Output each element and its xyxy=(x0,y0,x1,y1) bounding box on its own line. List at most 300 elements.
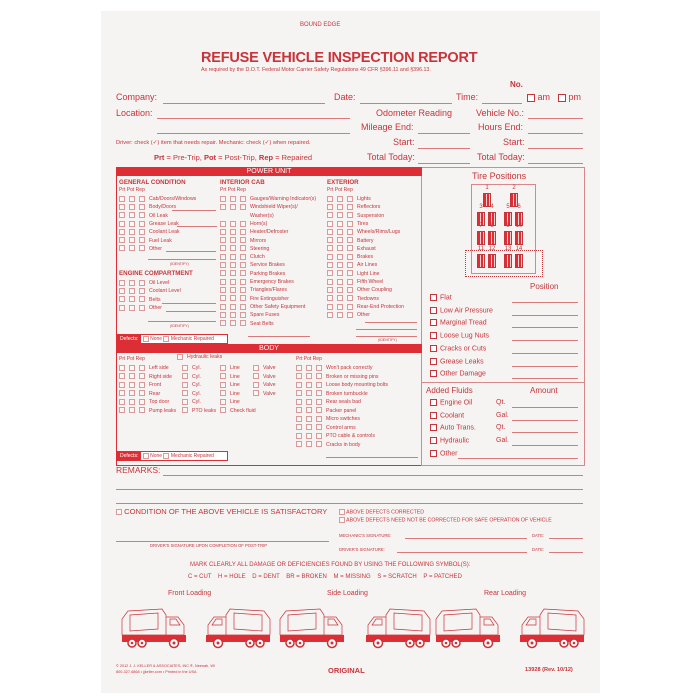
checkbox[interactable] xyxy=(253,382,259,388)
pot-checkbox[interactable] xyxy=(337,245,343,251)
pot-checkbox[interactable] xyxy=(230,270,236,276)
remarks-line-1[interactable] xyxy=(163,475,583,476)
pot-checkbox[interactable] xyxy=(129,288,135,294)
fluid-amount-field[interactable] xyxy=(512,420,578,421)
total-today-field-1[interactable] xyxy=(418,163,470,164)
pot-checkbox[interactable] xyxy=(306,407,312,413)
pot-checkbox[interactable] xyxy=(337,254,343,260)
body-item[interactable]: Pump leaks xyxy=(119,407,176,415)
tire-condition-item[interactable]: Flat xyxy=(430,294,452,301)
rep-checkbox[interactable] xyxy=(347,279,353,285)
tire-position-field[interactable] xyxy=(512,340,578,341)
exterior-item[interactable]: Brakes xyxy=(327,253,373,261)
rep-checkbox[interactable] xyxy=(316,416,322,422)
rep-checkbox[interactable] xyxy=(316,365,322,371)
exterior-item[interactable]: Battery xyxy=(327,237,373,245)
rep-checkbox[interactable] xyxy=(316,399,322,405)
tire-10-icon[interactable] xyxy=(515,231,523,245)
general-condition-item[interactable]: Fuel Leak xyxy=(119,237,172,245)
pot-checkbox[interactable] xyxy=(337,237,343,243)
pot-checkbox[interactable] xyxy=(337,262,343,268)
prt-checkbox[interactable] xyxy=(220,279,226,285)
body-item[interactable]: Front xyxy=(119,381,161,389)
rep-checkbox[interactable] xyxy=(347,212,353,218)
general-other-field-2[interactable] xyxy=(148,259,216,260)
body-item[interactable]: Control arms xyxy=(296,424,356,432)
pot-checkbox[interactable] xyxy=(306,365,312,371)
grease-leak-field[interactable] xyxy=(177,226,217,227)
body-item[interactable]: Left side xyxy=(119,364,169,372)
rep-checkbox[interactable] xyxy=(316,433,322,439)
tire-condition-item[interactable]: Marginal Tread xyxy=(430,319,487,326)
pot-checkbox[interactable] xyxy=(129,399,135,405)
hydraulic-cyl-item[interactable]: Cyl. xyxy=(182,364,201,372)
rep-checkbox[interactable] xyxy=(347,262,353,268)
mileage-end-field[interactable] xyxy=(418,133,470,134)
general-condition-item[interactable]: Oil Leak xyxy=(119,212,168,220)
pot-checkbox[interactable] xyxy=(337,204,343,210)
hydraulic-leaks-item[interactable]: Hydraulic leaks xyxy=(177,353,222,361)
prt-checkbox[interactable] xyxy=(296,424,302,430)
prt-checkbox[interactable] xyxy=(220,245,226,251)
fluid-checkbox[interactable] xyxy=(430,424,437,431)
fluid-item[interactable]: Engine Oil xyxy=(430,399,472,406)
exterior-item[interactable]: Air Lines xyxy=(327,261,377,269)
interior-cab-item[interactable]: Horn(s) xyxy=(220,220,267,228)
tire-position-field[interactable] xyxy=(512,302,578,303)
pot-checkbox[interactable] xyxy=(129,221,135,227)
pot-checkbox[interactable] xyxy=(306,416,312,422)
hydraulic-valve-item[interactable]: Valve xyxy=(253,364,276,372)
pm-checkbox[interactable] xyxy=(558,94,566,102)
time-field[interactable] xyxy=(482,103,522,104)
rep-checkbox[interactable] xyxy=(240,320,246,326)
interior-cab-item[interactable]: Fire Extinguisher xyxy=(220,295,289,303)
tire-condition-checkbox[interactable] xyxy=(430,294,437,301)
hydraulic-valve-item[interactable]: Valve xyxy=(253,373,276,381)
body-item[interactable]: Rear seals bad xyxy=(296,398,361,406)
pot-checkbox[interactable] xyxy=(129,407,135,413)
pot-checkbox[interactable] xyxy=(129,390,135,396)
hydraulic-line-item[interactable]: Line xyxy=(220,364,240,372)
rep-checkbox[interactable] xyxy=(139,382,145,388)
general-condition-item[interactable]: Other xyxy=(119,245,162,253)
prt-checkbox[interactable] xyxy=(296,407,302,413)
rep-checkbox[interactable] xyxy=(139,399,145,405)
pot-checkbox[interactable] xyxy=(306,390,312,396)
tire-position-field[interactable] xyxy=(512,315,578,316)
pot-checkbox[interactable] xyxy=(230,229,236,235)
tire-11-icon[interactable] xyxy=(477,254,485,268)
fluid-amount-field[interactable] xyxy=(512,432,578,433)
tire-condition-item[interactable]: Grease Leaks xyxy=(430,358,484,365)
body-item[interactable]: Rear xyxy=(119,390,160,398)
exterior-item[interactable]: Tires xyxy=(327,220,368,228)
remarks-line-3[interactable] xyxy=(116,503,583,504)
pot-checkbox[interactable] xyxy=(129,373,135,379)
prt-checkbox[interactable] xyxy=(119,407,125,413)
tire-condition-checkbox[interactable] xyxy=(430,307,437,314)
defects-need-not-checkbox[interactable] xyxy=(339,517,345,523)
rep-checkbox[interactable] xyxy=(139,407,145,413)
remarks-line-2[interactable] xyxy=(116,489,583,490)
interior-cab-item[interactable]: Spare Fuses xyxy=(220,311,279,319)
engine-compartment-item[interactable]: Other xyxy=(119,304,162,312)
engine-compartment-item[interactable]: Coolant Level xyxy=(119,287,181,295)
fluid-amount-field[interactable] xyxy=(512,407,578,408)
checkbox[interactable] xyxy=(182,382,188,388)
oil-leak-field[interactable] xyxy=(172,210,216,211)
prt-checkbox[interactable] xyxy=(119,229,125,235)
prt-checkbox[interactable] xyxy=(327,229,333,235)
pot-checkbox[interactable] xyxy=(230,196,236,202)
prt-checkbox[interactable] xyxy=(296,416,302,422)
checkbox[interactable] xyxy=(182,365,188,371)
rep-checkbox[interactable] xyxy=(347,245,353,251)
rep-checkbox[interactable] xyxy=(316,441,322,447)
fluid-item[interactable]: Coolant xyxy=(430,412,464,419)
hydraulic-line-item[interactable]: Line xyxy=(220,373,240,381)
exterior-item[interactable]: Tiedowns xyxy=(327,295,379,303)
defects-none-checkbox[interactable] xyxy=(143,336,149,342)
prt-checkbox[interactable] xyxy=(220,270,226,276)
hydraulic-line-item[interactable]: Line xyxy=(220,398,240,406)
exterior-other-field[interactable] xyxy=(365,322,417,323)
rep-checkbox[interactable] xyxy=(240,196,246,202)
rep-checkbox[interactable] xyxy=(139,229,145,235)
checkbox[interactable] xyxy=(220,373,226,379)
body-item[interactable]: PTO cable & controls xyxy=(296,432,375,440)
pot-checkbox[interactable] xyxy=(129,212,135,218)
defects-corrected-option[interactable]: ABOVE DEFECTS CORRECTED xyxy=(339,509,424,515)
rep-checkbox[interactable] xyxy=(139,296,145,302)
pot-checkbox[interactable] xyxy=(337,287,343,293)
exterior-item[interactable]: Fifth Wheel xyxy=(327,278,383,286)
rep-checkbox[interactable] xyxy=(316,382,322,388)
general-other-field[interactable] xyxy=(166,251,216,252)
rep-checkbox[interactable] xyxy=(240,295,246,301)
prt-checkbox[interactable] xyxy=(119,382,125,388)
pot-checkbox[interactable] xyxy=(230,312,236,318)
rep-checkbox[interactable] xyxy=(139,305,145,311)
pot-checkbox[interactable] xyxy=(230,304,236,310)
prt-checkbox[interactable] xyxy=(119,288,125,294)
prt-checkbox[interactable] xyxy=(119,373,125,379)
rep-checkbox[interactable] xyxy=(316,407,322,413)
body-defects-none-checkbox[interactable] xyxy=(143,453,149,459)
prt-checkbox[interactable] xyxy=(327,270,333,276)
defects-need-not-option[interactable]: ABOVE DEFECTS NEED NOT BE CORRECTED FOR SAFE OPERATION OF VEHICLE xyxy=(339,517,552,523)
pot-checkbox[interactable] xyxy=(230,237,236,243)
prt-checkbox[interactable] xyxy=(220,304,226,310)
tire-12-icon[interactable] xyxy=(488,254,496,268)
location-field[interactable] xyxy=(157,118,350,119)
tire-13-icon[interactable] xyxy=(504,254,512,268)
hydraulic-line-item[interactable]: Check fluid xyxy=(220,407,256,415)
pot-checkbox[interactable] xyxy=(337,212,343,218)
prt-checkbox[interactable] xyxy=(327,295,333,301)
fluid-other-field[interactable] xyxy=(458,458,578,459)
pot-checkbox[interactable] xyxy=(129,280,135,286)
prt-checkbox[interactable] xyxy=(119,390,125,396)
fluid-item[interactable]: Hydraulic xyxy=(430,437,469,444)
pot-checkbox[interactable] xyxy=(129,382,135,388)
prt-checkbox[interactable] xyxy=(327,287,333,293)
interior-cab-item[interactable]: Emergency Brakes xyxy=(220,278,294,286)
interior-cab-item[interactable]: Gauges/Warning Indicator(s) xyxy=(220,195,316,203)
prt-checkbox[interactable] xyxy=(119,204,125,210)
date-field[interactable] xyxy=(360,103,452,104)
general-condition-item[interactable]: Coolant Leak xyxy=(119,228,180,236)
rep-checkbox[interactable] xyxy=(347,237,353,243)
checkbox[interactable] xyxy=(220,390,226,396)
hydraulic-cyl-item[interactable]: PTO leaks xyxy=(182,407,216,415)
driver-post-trip-signature-field[interactable] xyxy=(116,541,329,542)
prt-checkbox[interactable] xyxy=(327,304,333,310)
pot-checkbox[interactable] xyxy=(230,221,236,227)
pot-checkbox[interactable] xyxy=(337,221,343,227)
interior-cab-item[interactable]: Parking Brakes xyxy=(220,270,285,278)
tire-condition-checkbox[interactable] xyxy=(430,319,437,326)
pot-checkbox[interactable] xyxy=(230,279,236,285)
pot-checkbox[interactable] xyxy=(230,287,236,293)
rep-checkbox[interactable] xyxy=(316,424,322,430)
pm-option[interactable]: pm xyxy=(558,92,581,102)
body-item[interactable]: Broken or missing pins xyxy=(296,373,378,381)
pot-checkbox[interactable] xyxy=(129,237,135,243)
pot-checkbox[interactable] xyxy=(337,270,343,276)
defects-repaired-checkbox[interactable] xyxy=(163,336,169,342)
am-checkbox[interactable] xyxy=(527,94,535,102)
rep-checkbox[interactable] xyxy=(347,229,353,235)
pot-checkbox[interactable] xyxy=(230,262,236,268)
prt-checkbox[interactable] xyxy=(119,221,125,227)
pot-checkbox[interactable] xyxy=(129,196,135,202)
fluid-item[interactable]: Auto Trans. xyxy=(430,424,476,431)
body-item[interactable]: Won't pack correctly xyxy=(296,364,372,372)
fluid-checkbox[interactable] xyxy=(430,412,437,419)
defects-corrected-checkbox[interactable] xyxy=(339,509,345,515)
prt-checkbox[interactable] xyxy=(296,399,302,405)
tire-position-field[interactable] xyxy=(512,353,578,354)
exterior-item[interactable]: Lights xyxy=(327,195,371,203)
interior-cab-item[interactable]: Clutch xyxy=(220,253,265,261)
satisfactory-option[interactable]: CONDITION OF THE ABOVE VEHICLE IS SATISFACTORY xyxy=(116,507,327,516)
checkbox[interactable] xyxy=(253,365,259,371)
prt-checkbox[interactable] xyxy=(296,382,302,388)
rep-checkbox[interactable] xyxy=(316,373,322,379)
body-other-field[interactable] xyxy=(326,457,418,458)
rep-checkbox[interactable] xyxy=(240,245,246,251)
tire-condition-checkbox[interactable] xyxy=(430,332,437,339)
prt-checkbox[interactable] xyxy=(220,196,226,202)
prt-checkbox[interactable] xyxy=(327,262,333,268)
rep-checkbox[interactable] xyxy=(240,270,246,276)
pot-checkbox[interactable] xyxy=(129,296,135,302)
pot-checkbox[interactable] xyxy=(337,279,343,285)
tire-condition-item[interactable]: Other Damage xyxy=(430,370,486,377)
interior-cab-item[interactable]: Heater/Defroster xyxy=(220,228,288,236)
pot-checkbox[interactable] xyxy=(306,424,312,430)
am-option[interactable]: am xyxy=(527,92,550,102)
pot-checkbox[interactable] xyxy=(306,441,312,447)
prt-checkbox[interactable] xyxy=(220,287,226,293)
rep-checkbox[interactable] xyxy=(347,254,353,260)
rep-checkbox[interactable] xyxy=(347,270,353,276)
prt-checkbox[interactable] xyxy=(327,212,333,218)
exterior-item[interactable]: Other Coupling xyxy=(327,286,392,294)
hydraulic-cyl-item[interactable]: Cyl. xyxy=(182,381,201,389)
engine-other-field-2[interactable] xyxy=(148,321,216,322)
prt-checkbox[interactable] xyxy=(119,305,125,311)
rep-checkbox[interactable] xyxy=(347,204,353,210)
prt-checkbox[interactable] xyxy=(296,441,302,447)
exterior-other-field-2[interactable] xyxy=(356,329,417,330)
rep-checkbox[interactable] xyxy=(139,280,145,286)
tire-9-icon[interactable] xyxy=(504,231,512,245)
fluid-amount-field[interactable] xyxy=(512,445,578,446)
interior-cab-item[interactable]: Triangles/Flares xyxy=(220,286,287,294)
general-condition-item[interactable]: Grease Leak xyxy=(119,220,179,228)
pot-checkbox[interactable] xyxy=(230,245,236,251)
engine-other-field[interactable] xyxy=(166,311,216,312)
prt-checkbox[interactable] xyxy=(119,196,125,202)
prt-checkbox[interactable] xyxy=(220,320,226,326)
rep-checkbox[interactable] xyxy=(139,204,145,210)
prt-checkbox[interactable] xyxy=(327,254,333,260)
pot-checkbox[interactable] xyxy=(230,254,236,260)
rep-checkbox[interactable] xyxy=(139,212,145,218)
rep-checkbox[interactable] xyxy=(139,196,145,202)
body-item[interactable]: Cracks in body xyxy=(296,441,360,449)
checkbox[interactable] xyxy=(220,399,226,405)
body-item[interactable]: Broken turnbuckle xyxy=(296,390,368,398)
exterior-item[interactable]: Exhaust xyxy=(327,245,376,253)
body-item[interactable]: Micro switches xyxy=(296,415,360,423)
rep-checkbox[interactable] xyxy=(240,204,246,210)
exterior-other-field-3[interactable] xyxy=(356,336,417,337)
vehicle-no-field[interactable] xyxy=(528,118,583,119)
pot-checkbox[interactable] xyxy=(306,382,312,388)
exterior-item[interactable]: Wheels/Rims/Lugs xyxy=(327,228,400,236)
pot-checkbox[interactable] xyxy=(230,295,236,301)
rep-checkbox[interactable] xyxy=(139,245,145,251)
tire-condition-checkbox[interactable] xyxy=(430,370,437,377)
rep-checkbox[interactable] xyxy=(240,237,246,243)
interior-cab-item[interactable]: Service Brakes xyxy=(220,261,285,269)
tire-position-field[interactable] xyxy=(512,327,578,328)
pot-checkbox[interactable] xyxy=(337,229,343,235)
engine-compartment-item[interactable]: Oil Level xyxy=(119,279,169,287)
body-item[interactable]: Top door xyxy=(119,398,169,406)
prt-checkbox[interactable] xyxy=(119,365,125,371)
prt-checkbox[interactable] xyxy=(220,221,226,227)
fluid-checkbox[interactable] xyxy=(430,399,437,406)
prt-checkbox[interactable] xyxy=(119,399,125,405)
location-field-2[interactable] xyxy=(157,133,350,134)
driver-date-field[interactable] xyxy=(549,552,583,553)
prt-checkbox[interactable] xyxy=(119,237,125,243)
exterior-item[interactable]: Rear-End Protection xyxy=(327,303,404,311)
checkbox[interactable] xyxy=(253,390,259,396)
body-item[interactable]: Loose body mounting bolts xyxy=(296,381,388,389)
rep-checkbox[interactable] xyxy=(347,295,353,301)
prt-checkbox[interactable] xyxy=(220,237,226,243)
rep-checkbox[interactable] xyxy=(347,287,353,293)
checkbox[interactable] xyxy=(220,382,226,388)
tire-position-field[interactable] xyxy=(512,366,578,367)
rep-checkbox[interactable] xyxy=(240,312,246,318)
hydraulic-cyl-item[interactable]: Cyl. xyxy=(182,373,201,381)
rep-checkbox[interactable] xyxy=(240,287,246,293)
interior-cab-item[interactable]: Windshield Wiper(s)/ xyxy=(220,203,298,211)
engine-compartment-item[interactable]: Belts xyxy=(119,296,161,304)
prt-checkbox[interactable] xyxy=(119,245,125,251)
checkbox[interactable] xyxy=(220,407,226,413)
rep-checkbox[interactable] xyxy=(139,373,145,379)
prt-checkbox[interactable] xyxy=(327,204,333,210)
tire-7-icon[interactable] xyxy=(477,231,485,245)
hydraulic-valve-item[interactable]: Valve xyxy=(253,381,276,389)
checkbox[interactable] xyxy=(253,373,259,379)
hydraulic-cyl-item[interactable]: Cyl. xyxy=(182,398,201,406)
prt-checkbox[interactable] xyxy=(119,296,125,302)
pot-checkbox[interactable] xyxy=(337,196,343,202)
hydraulic-line-item[interactable]: Line xyxy=(220,390,240,398)
rep-checkbox[interactable] xyxy=(139,221,145,227)
prt-checkbox[interactable] xyxy=(327,237,333,243)
body-defects-repaired-checkbox[interactable] xyxy=(163,453,169,459)
exterior-item[interactable]: Reflectors xyxy=(327,203,380,211)
exterior-item[interactable]: Suspension xyxy=(327,212,384,220)
mechanic-date-field[interactable] xyxy=(549,538,583,539)
rep-checkbox[interactable] xyxy=(240,221,246,227)
interior-cab-item[interactable]: Steering xyxy=(220,245,269,253)
rep-checkbox[interactable] xyxy=(139,390,145,396)
total-today-field-2[interactable] xyxy=(528,163,583,164)
interior-other-field[interactable] xyxy=(248,336,310,337)
body-item[interactable]: Packer panel xyxy=(296,407,356,415)
rep-checkbox[interactable] xyxy=(139,365,145,371)
hours-end-field[interactable] xyxy=(528,133,583,134)
interior-cab-item[interactable]: Other Safety Equipment xyxy=(220,303,305,311)
fluid-checkbox[interactable] xyxy=(430,450,437,457)
pot-checkbox[interactable] xyxy=(337,295,343,301)
prt-checkbox[interactable] xyxy=(296,390,302,396)
prt-checkbox[interactable] xyxy=(327,196,333,202)
tire-condition-checkbox[interactable] xyxy=(430,345,437,352)
rep-checkbox[interactable] xyxy=(240,304,246,310)
checkbox[interactable] xyxy=(182,399,188,405)
rep-checkbox[interactable] xyxy=(347,196,353,202)
rep-checkbox[interactable] xyxy=(316,390,322,396)
start-field-1[interactable] xyxy=(418,148,470,149)
rep-checkbox[interactable] xyxy=(139,288,145,294)
belts-field[interactable] xyxy=(162,303,216,304)
rep-checkbox[interactable] xyxy=(347,304,353,310)
pot-checkbox[interactable] xyxy=(129,365,135,371)
pot-checkbox[interactable] xyxy=(230,204,236,210)
pot-checkbox[interactable] xyxy=(306,399,312,405)
prt-checkbox[interactable] xyxy=(327,221,333,227)
interior-cab-item[interactable]: Seat Belts xyxy=(220,320,274,328)
prt-checkbox[interactable] xyxy=(220,262,226,268)
rep-checkbox[interactable] xyxy=(347,221,353,227)
pot-checkbox[interactable] xyxy=(337,304,343,310)
prt-checkbox[interactable] xyxy=(220,295,226,301)
pot-checkbox[interactable] xyxy=(129,245,135,251)
rep-checkbox[interactable] xyxy=(240,279,246,285)
